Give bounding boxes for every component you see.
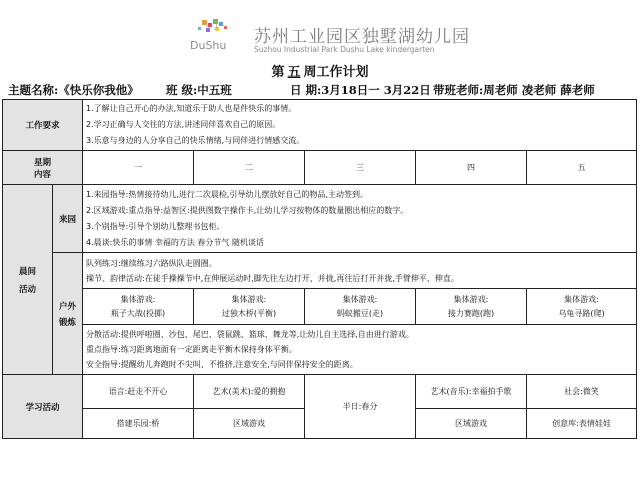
learning-row-1 [3,375,637,409]
group-game-tuesday: 集体游戏: 过独木桥(平衡) [194,289,305,325]
requirement-item: 3.乐意与身边的人分享自己的快乐情绪,与同伴进行情感交流。 [86,136,305,145]
day-friday: 五 [527,151,637,185]
learning-monday: 语言:赶走不开心 [83,375,194,409]
outdoor-drill-item: 队列练习:继续练习六路纵队走圆圈。 [86,258,217,268]
area-monday: 搭建乐园:桥 [83,409,194,439]
arrival-row [3,185,637,253]
learning-thursday: 艺术(音乐):幸福拍手歌 [416,375,527,409]
outdoor-drills [83,253,637,289]
area-thursday: 区域游戏 [416,409,527,439]
outdoor-bottom-row [3,325,637,375]
arrival-item: 2.区域游戏:重点指导:益智区:提供图数字操作卡,让幼儿学习按物体的数量圈出相应的数字。 [86,205,409,215]
theme-name: 主题名称:《快乐你我他》 [8,83,139,97]
group-game-monday: 集体游戏: 瓶子大战(投掷) [83,289,194,325]
learning-activity-label: 学习活动 [3,375,83,439]
school-name-en: Suzhou Industrial Park Dushu Lake kindergarten [254,45,435,54]
date-range: 日 期:3月18日一 3月22日 [290,83,431,97]
page-title [0,61,640,80]
outdoor-top-row [3,253,637,289]
requirement-item: 1.了解让自己开心的办法,知道乐于助人也是件快乐的事情。 [86,104,297,113]
area-friday: 创意库:表情娃娃 [527,409,637,439]
requirements-label: 工作要求 [3,100,83,151]
weekday-label: 星期 内容 [3,151,83,185]
header [0,0,640,60]
kindergarten-logo-icon [188,18,238,54]
outdoor-drill-item: 操节、韵律活动:在徒手操操节中,在伸展运动时,脚先往左边打开、并拢,再往后打开并拢,手臂伸平、伸直。 [86,273,459,283]
day-tuesday: 二 [194,151,305,185]
requirement-item: 2.学习正确与人交往的方法,讲述同伴喜欢自己的原因。 [86,120,281,129]
outdoor-guidance-item: 安全指导:提醒幼儿奔跑时不尖叫、不推挤,注意安全,与同伴保持安全的距离。 [86,360,358,369]
group-games-row [3,289,637,325]
arrival-label: 来园 [53,185,83,253]
learning-tuesday: 艺术(美术):爱的拥抱 [194,375,305,409]
school-name-cn: 苏州工业园区独墅湖幼儿园 [254,27,470,47]
requirements-content [83,100,637,151]
outdoor-guidance-item: 分散活动:提供呼啦圈、沙包、尾巴、袋鼠跳、篮球、舞龙等,让幼儿自主选择,自由进行游戏。 [86,330,414,339]
group-game-wednesday: 集体游戏: 蚂蚁搬豆(走) [305,289,416,325]
class-name: 班 级:中五班 [166,83,232,97]
svg-text:DuShu: DuShu [190,39,227,52]
title-week: 五 [287,65,301,80]
weekly-plan-table [2,99,637,439]
day-wednesday: 三 [305,151,416,185]
outdoor-guidance-item: 重点指导:练习距离地面有一定距离走平衡木保持身体平衡。 [86,345,297,354]
arrival-content [83,185,637,253]
learning-friday: 社会:微笑 [527,375,637,409]
morning-activity-label: 晨间 活动 [3,185,53,375]
arrival-item: 3.个别指导:引导个别幼儿整理书包柜。 [86,221,225,231]
day-monday: 一 [83,151,194,185]
title-prefix: 第 [271,65,285,80]
group-game-friday: 集体游戏: 乌龟寻路(爬) [527,289,637,325]
arrival-item: 4.晨谈:快乐的事情 幸福的方法 春分节气 随机谈话 [86,237,264,247]
outdoor-exercise-label: 户外 锻炼 [53,253,83,375]
area-tuesday: 区域游戏 [194,409,305,439]
arrival-item: 1.来园指导:热情接待幼儿,进行二次晨检,引导幼儿摆放好自己的物品,主动签到。 [86,189,368,199]
title-suffix: 周工作计划 [303,65,369,80]
outdoor-guidance [83,325,637,375]
requirements-row [3,100,637,151]
days-header-row [3,151,637,185]
group-game-thursday: 集体游戏: 接力赛跑(跑) [416,289,527,325]
day-thursday: 四 [416,151,527,185]
learning-wednesday: 半日:春分 [305,375,416,439]
teachers: 带班老师:周老师 凌老师 薛老师 [433,83,595,97]
